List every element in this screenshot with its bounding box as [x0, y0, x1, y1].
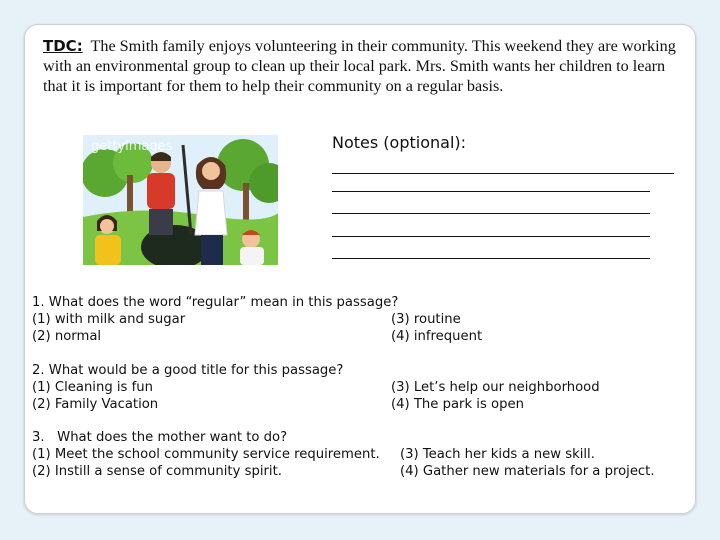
q2-option-1: (1) Cleaning is fun [32, 380, 153, 395]
q1-option-4: (4) infrequent [391, 329, 483, 344]
intro-text: The Smith family enjoys volunteering in their community. This weekend they are working with an environmental group to clean up their local park. Mrs. Smith wants her children to learn that it is important for them to help their community on a regular basis. [43, 37, 676, 95]
q2-option-2: (2) Family Vacation [32, 397, 159, 412]
q2-option-4: (4) The park is open [391, 397, 524, 412]
question-2: 2. What would be a good title for this passage? [32, 363, 344, 378]
question-1: 1. What does the word “regular” mean in this passage? [32, 295, 399, 310]
tdc-label: TDC: [43, 37, 83, 55]
family-cleanup-illustration [83, 135, 278, 265]
watermark-text: gettyimages [91, 139, 173, 154]
q1-option-2: (2) normal [32, 329, 102, 344]
q1-option-1: (1) with milk and sugar [32, 312, 186, 327]
notes-title: Notes (optional): [332, 133, 467, 152]
notes-line[interactable] [332, 213, 650, 214]
notes-line[interactable] [332, 173, 674, 174]
q2-option-3: (3) Let’s help our neighborhood [391, 380, 600, 395]
notes-line[interactable] [332, 191, 650, 192]
intro-paragraph [43, 36, 693, 96]
q3-option-2: (2) Instill a sense of community spirit. [32, 464, 282, 479]
q3-option-4: (4) Gather new materials for a project. [400, 464, 655, 479]
question-3: 3. What does the mother want to do? [32, 430, 288, 445]
q1-option-3: (3) routine [391, 312, 461, 327]
notes-line[interactable] [332, 236, 650, 237]
family-cleanup-drawing [83, 135, 278, 265]
notes-line[interactable] [332, 258, 650, 259]
q3-option-3: (3) Teach her kids a new skill. [400, 447, 595, 462]
q3-option-1: (1) Meet the school community service requirement. [32, 447, 380, 462]
